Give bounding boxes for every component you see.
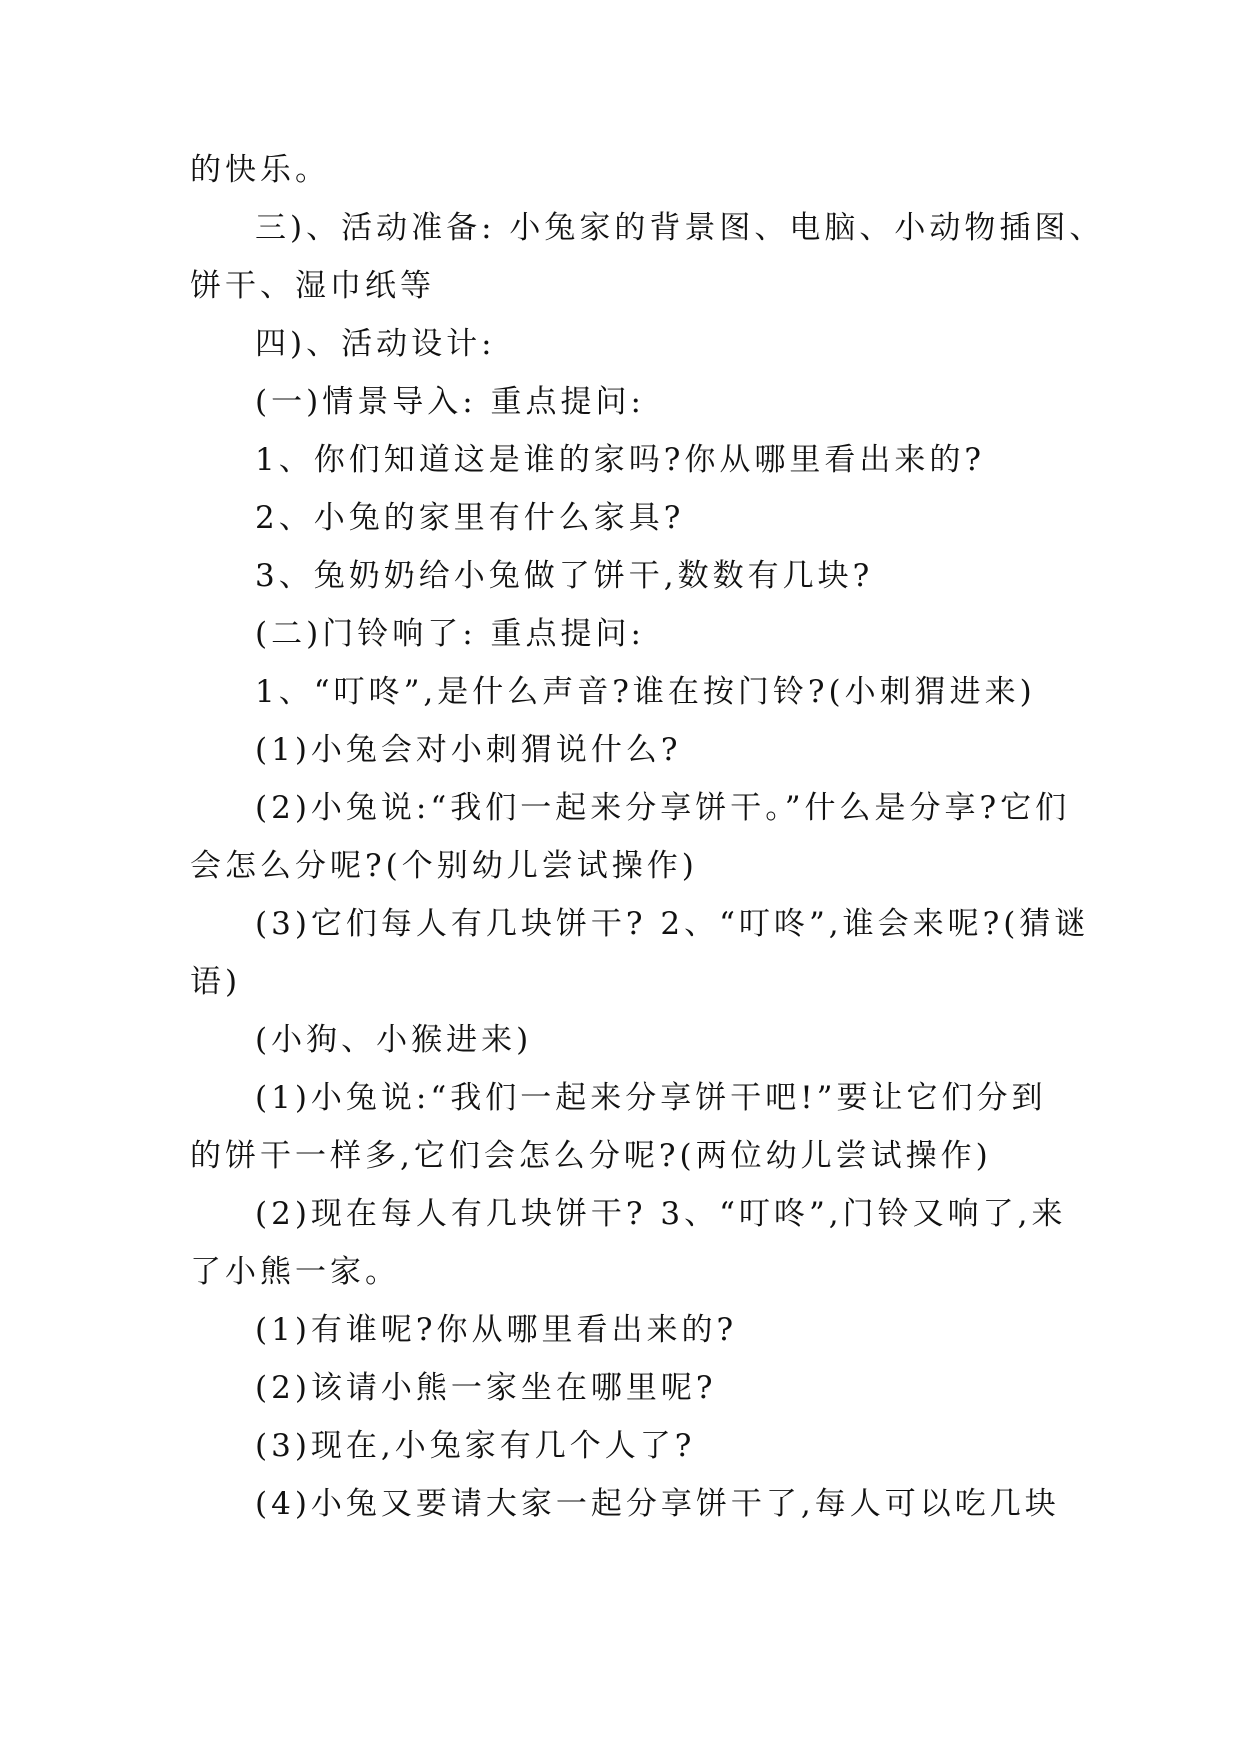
text-line: 会怎么分呢?(个别幼儿尝试操作) (190, 848, 698, 884)
text-line: (二)门铃响了: 重点提问: (255, 616, 645, 652)
text-line: (1)小兔说:“我们一起来分享饼干吧!”要让它们分到 (255, 1080, 1047, 1116)
text-line: 三)、活动准备: 小兔家的背景图、电脑、小动物插图、 (255, 210, 1105, 246)
text-line: 了小熊一家。 (190, 1254, 400, 1290)
text-line: (3)它们每人有几块饼干? 2、“叮咚”,谁会来呢?(猜谜 (255, 906, 1090, 942)
text-line: (小狗、小猴进来) (255, 1022, 533, 1058)
text-line: (2)现在每人有几块饼干? 3、“叮咚”,门铃又响了,来 (255, 1196, 1067, 1232)
text-line: 1、你们知道这是谁的家吗?你从哪里看出来的? (255, 442, 985, 478)
text-line: (2)小兔说:“我们一起来分享饼干。”什么是分享?它们 (255, 790, 1071, 826)
text-line: 3、兔奶奶给小兔做了饼干,数数有几块? (255, 558, 874, 594)
text-line: (2)该请小熊一家坐在哪里呢? (255, 1370, 717, 1406)
text-line: (一)情景导入: 重点提问: (255, 384, 645, 420)
text-line: 的饼干一样多,它们会怎么分呢?(两位幼儿尝试操作) (190, 1138, 992, 1174)
text-line: 2、小兔的家里有什么家具? (255, 500, 685, 536)
text-line: (1)小兔会对小刺猬说什么? (255, 732, 682, 768)
text-line: 的快乐。 (190, 152, 330, 188)
text-line: 1、“叮咚”,是什么声音?谁在按门铃?(小刺猬进来) (255, 674, 1036, 710)
text-line: (4)小兔又要请大家一起分享饼干了,每人可以吃几块 (255, 1486, 1060, 1522)
text-line: (1)有谁呢?你从哪里看出来的? (255, 1312, 738, 1348)
text-line: 四)、活动设计: (255, 326, 496, 362)
text-line: 语) (190, 964, 242, 1000)
text-line: 饼干、湿巾纸等 (190, 268, 435, 304)
text-line: (3)现在,小兔家有几个人了? (255, 1428, 696, 1464)
